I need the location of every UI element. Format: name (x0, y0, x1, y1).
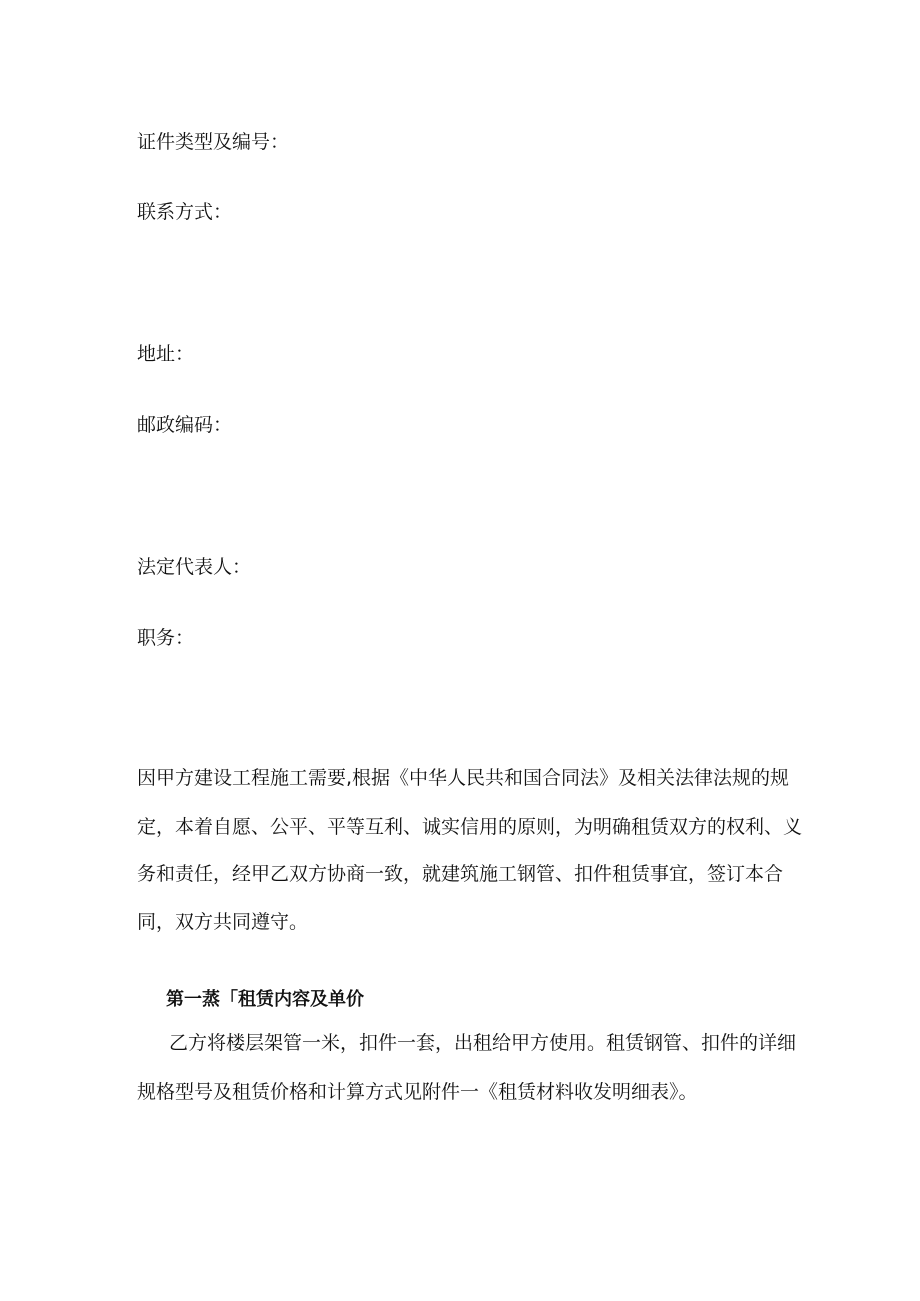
legal-representative-label: 法定代表人： (137, 556, 252, 578)
preamble-line: 同，双方共同遵守。 (137, 911, 309, 933)
article-1-line: 乙方将楼层架管一米，扣件一套，出租给甲方使用。租赁钢管、扣件的详细 (169, 1032, 797, 1054)
preamble-line: 定，本着自愿、公平、平等互利、诚实信用的原则，为明确租赁双方的权利、义 (137, 816, 803, 838)
contact-label: 联系方式： (137, 201, 233, 223)
article-1-line: 规格型号及租赁价格和计算方式见附件一《租赁材料收发明细表》。 (137, 1081, 698, 1103)
id-type-label: 证件类型及编号： (137, 131, 290, 153)
preamble-line: 务和责任，经甲乙双方协商一致，就建筑施工钢管、扣件租赁事宜，签订本合 (137, 863, 784, 885)
preamble-line: 因甲方建设工程施工需要,根据《中华人民共和国合同法》及相关法律法规的规 (137, 767, 790, 789)
address-label: 地址： (137, 343, 195, 365)
postal-code-label: 邮政编码： (137, 414, 233, 436)
article-1-heading: 第一蒸「租赁内容及单价 (166, 989, 364, 1010)
position-label: 职务： (137, 627, 195, 649)
